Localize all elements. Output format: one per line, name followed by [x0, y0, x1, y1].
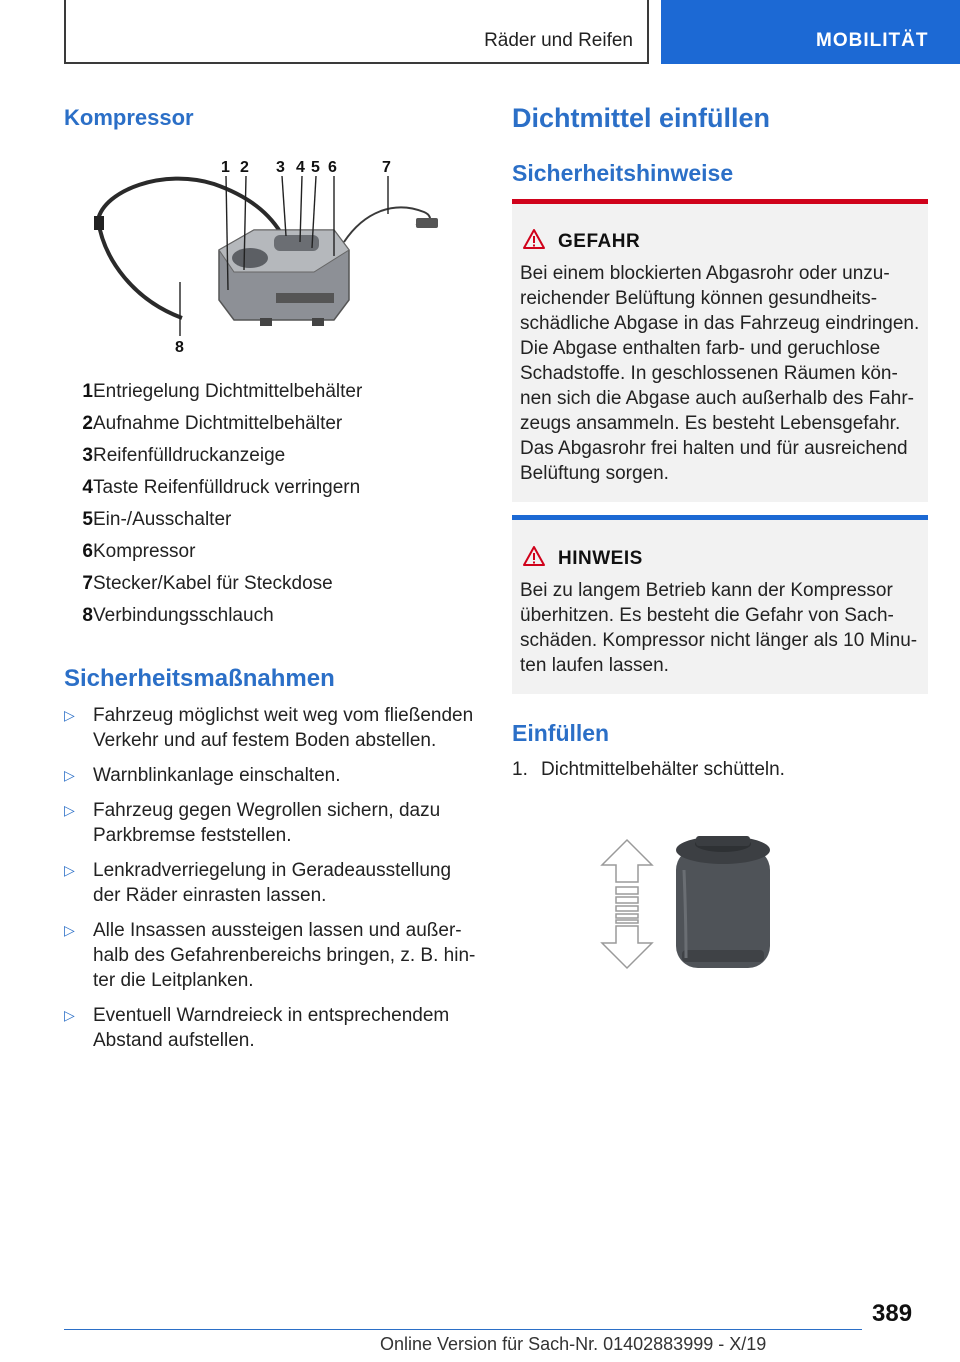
triangle-bullet-icon: ▷ [64, 767, 75, 783]
compressor-figure [64, 150, 484, 365]
note-text [520, 578, 920, 678]
bullet-line: halb des Gefahrenbereichs bringen, z. B. hin- [93, 945, 476, 966]
legend-item [64, 539, 484, 571]
list-item [64, 763, 484, 788]
danger-text [520, 261, 920, 486]
bullet-line: Alle Insassen aussteigen lassen und außer- [93, 920, 462, 941]
callout-7: 7 [382, 159, 391, 176]
callout-5: 5 [311, 159, 320, 176]
legend-text: Verbindungsschlauch [93, 605, 274, 626]
legend-number: 6 [82, 541, 93, 562]
text-line: überhitzen. Es besteht die Gefahr von Sach- [520, 605, 894, 626]
legend-item [64, 379, 484, 411]
triangle-bullet-icon: ▷ [64, 862, 75, 878]
callout-8: 8 [175, 339, 184, 356]
page-number: 389 [872, 1300, 913, 1327]
hose-valve [94, 216, 104, 230]
compressor-heading: Kompressor [64, 105, 194, 130]
text-line: schädliche Abgase in das Fahrzeug eindringen. [520, 313, 920, 334]
legend-item [64, 571, 484, 603]
list-item [64, 703, 484, 753]
triangle-bullet-icon: ▷ [64, 1007, 75, 1023]
text-line: Schadstoffe. In geschlossenen Räumen kön- [520, 363, 898, 384]
legend-text: Taste Reifenfülldruck verringern [93, 477, 361, 498]
legend-item [64, 603, 484, 635]
callout-2: 2 [240, 159, 249, 176]
triangle-bullet-icon: ▷ [64, 802, 75, 818]
text-line: nen sich die Abgase auch außerhalb des Fahr- [520, 388, 914, 409]
figure-legend [64, 379, 484, 635]
step-number: 1. [512, 759, 528, 780]
bullet-line: Eventuell Warndreieck in entsprechendem [93, 1005, 450, 1026]
legend-item [64, 411, 484, 443]
legend-text: Ein-/Ausschalter [93, 509, 232, 530]
text-line: Bei zu langem Betrieb kann der Kompressor [520, 580, 893, 601]
text-line: Bei einem blockierten Abgasrohr oder unzu- [520, 263, 890, 284]
callout-3: 3 [276, 159, 285, 176]
chapter-title: MOBILITÄT [816, 30, 929, 51]
danger-box [512, 199, 928, 502]
bullet-line: Verkehr und auf festem Boden abstellen. [93, 730, 437, 751]
bullet-line: Parkbremse feststellen. [93, 825, 292, 846]
legend-text: Reifenfülldruckanzeige [93, 445, 286, 466]
legend-number: 5 [82, 509, 93, 530]
text-line: schäden. Kompressor nicht länger als 10 Minu- [520, 630, 918, 651]
callout-6: 6 [328, 159, 337, 176]
note-label: HINWEIS [558, 548, 643, 569]
legend-text: Entriegelung Dichtmittelbehälter [93, 381, 363, 402]
legend-item [64, 475, 484, 507]
text-line: Die Abgase enthalten farb- und geruchlose [520, 338, 881, 359]
footer-divider [64, 1329, 862, 1330]
list-item [64, 1003, 484, 1053]
section-title: Räder und Reifen [484, 30, 633, 51]
bullet-line: Fahrzeug gegen Wegrollen sichern, dazu [93, 800, 441, 821]
warning-triangle-icon [522, 228, 546, 250]
legend-number: 1 [82, 381, 93, 402]
list-item [64, 798, 484, 848]
text-line: zeugs ansammeln. Es besteht Lebensgefahr. [520, 413, 901, 434]
bullet-line: Fahrzeug möglichst weit weg vom fließenden [93, 705, 474, 726]
safety-measures-list [64, 703, 484, 1063]
bullet-line: der Räder einrasten lassen. [93, 885, 327, 906]
plug [416, 218, 438, 228]
bullet-line: ter die Leitplanken. [93, 970, 254, 991]
step-text: Dichtmittelbehälter schütteln. [541, 759, 785, 780]
list-item [64, 858, 484, 908]
triangle-bullet-icon: ▷ [64, 922, 75, 938]
header-chapter-tab [661, 0, 960, 64]
shake-container-figure [600, 830, 780, 980]
header-section-tab [64, 0, 649, 64]
fill-sealant-heading: Dichtmittel einfüllen [512, 103, 771, 133]
list-item [64, 918, 484, 993]
compressor-grille [276, 293, 334, 303]
danger-label: GEFAHR [558, 231, 641, 252]
text-line: Belüftung sorgen. [520, 463, 669, 484]
legend-item [64, 443, 484, 475]
legend-number: 4 [82, 477, 93, 498]
legend-number: 7 [82, 573, 93, 594]
hose-lower [98, 220, 182, 318]
sealant-holder [232, 248, 268, 268]
legend-item [64, 507, 484, 539]
sealant-container [676, 836, 770, 968]
text-line: reichender Belüftung können gesundheits- [520, 288, 878, 309]
note-box [512, 515, 928, 694]
legend-text: Aufnahme Dichtmittelbehälter [93, 413, 343, 434]
online-version-text: Online Version für Sach-Nr. 01402883999 - X/19 [380, 1334, 767, 1354]
step-item [512, 757, 785, 782]
legend-number: 2 [82, 413, 93, 434]
warning-triangle-icon [522, 545, 546, 567]
callout-4: 4 [296, 159, 305, 176]
text-line: ten laufen lassen. [520, 655, 669, 676]
shake-arrow-icon [602, 840, 652, 968]
legend-text: Kompressor [93, 541, 196, 562]
fill-in-heading: Einfüllen [512, 720, 610, 746]
bullet-line: Abstand aufstellen. [93, 1030, 255, 1051]
safety-measures-heading: Sicherheitsmaßnahmen [64, 665, 335, 692]
safety-notes-heading: Sicherheitshinweise [512, 160, 734, 186]
legend-number: 8 [82, 605, 93, 626]
bullet-line: Warnblinkanlage einschalten. [93, 765, 341, 786]
bullet-line: Lenkradverriegelung in Geradeausstellung [93, 860, 452, 881]
legend-text: Stecker/Kabel für Steckdose [93, 573, 333, 594]
legend-number: 3 [82, 445, 93, 466]
callout-1: 1 [221, 159, 230, 176]
triangle-bullet-icon: ▷ [64, 707, 75, 723]
text-line: Das Abgasrohr frei halten und für ausreichend [520, 438, 908, 459]
